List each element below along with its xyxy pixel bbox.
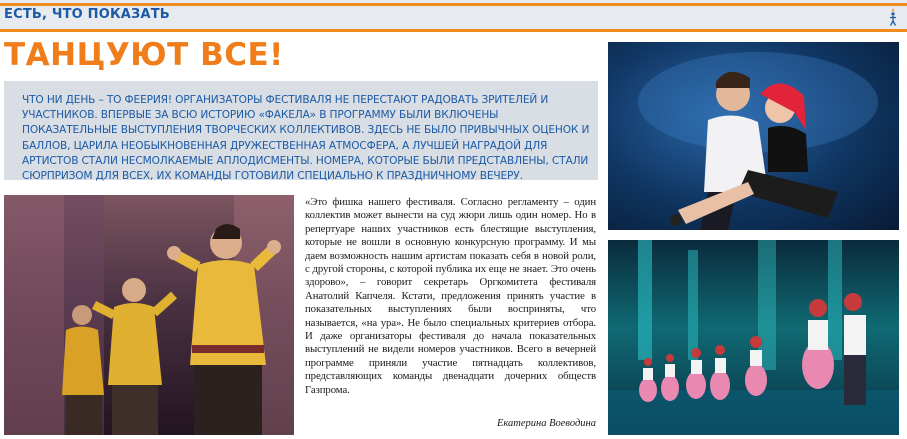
- section-title: ЕСТЬ, ЧТО ПОКАЗАТЬ: [4, 7, 170, 22]
- article-lead: ЧТО НИ ДЕНЬ – ТО ФЕЕРИЯ! ОРГАНИЗАТОРЫ ФЕСТИВАЛЯ НЕ ПЕРЕСТАЮТ РАДОВАТЬ ЗРИТЕЛЕЙ И УЧАСТНИКОВ. ВПЕРВЫЕ ЗА ВСЮ ИСТОРИЮ «ФАКЕЛА» В ПРОГРАММУ БЫЛИ ВКЛЮЧЕНЫ ПОКАЗАТЕЛЬНЫЕ ВЫСТУПЛЕНИЯ ТВОРЧЕСКИХ КОЛЛЕКТИВОВ. ЗДЕСЬ НЕ БЫЛО ПРИВЫЧНЫХ ОЦЕНОК И БАЛЛОВ, ЦАРИЛА НЕОБЫКНОВЕННАЯ ДРУЖЕСТВЕННАЯ АТМОСФЕРА, А ЛУЧШЕЙ НАГРАДОЙ ДЛЯ АРТИСТОВ СТАЛИ НЕСМОЛКАЕМЫЕ АПЛОДИСМЕНТЫ. НОМЕРА, КОТОРЫЕ БЫЛИ ПРЕДСТАВЛЕНЫ, СТАЛИ СЮРПРИЗОМ ДЛЯ ВСЕХ, ИХ КОМАНДЫ ГОТОВИЛИ СПЕЦИАЛЬНО К ПРАЗДНИЧНОМУ ВЕЧЕРУ.: [22, 94, 590, 183]
- couple-dance-photo: [608, 42, 899, 230]
- article-body: «Это фишка нашего фестиваля. Согласно регламенту – один коллектив может вынести на суд жюри лишь один номер. Но в репертуаре наших участников есть блестящие выступления, которые не вошли в основную конкурсную программу. И мы даем возможность нашим артистам показать себя в новой роли, с другой стороны, с которой публика их еще не знает. Это очень здорово», – говорит секретарь Оргкомитета фестиваля Анатолий Капчеля. Кстати, предложения принять участие в показательных выступлениях были восприняты, что называется, «на ура». Не было специальных критериев отбора. И даже организаторы фестиваля до начала показательных выступлений не видели номеров участников. Всего в вечерней программе приняли участие пятнадцать коллективов, представляющих команды двенадцати дочерних обществ Газпрома.: [305, 196, 596, 396]
- torch-dancer-logo-icon: [885, 7, 901, 27]
- ensemble-dance-photo: [608, 240, 899, 435]
- header-top-rule: [0, 3, 907, 6]
- article-headline: ТАНЦУЮТ ВСЕ!: [4, 37, 284, 73]
- three-dancers-photo: [4, 195, 294, 435]
- article-author: Екатерина Воеводина: [496, 418, 596, 429]
- header-bottom-rule: [0, 29, 907, 32]
